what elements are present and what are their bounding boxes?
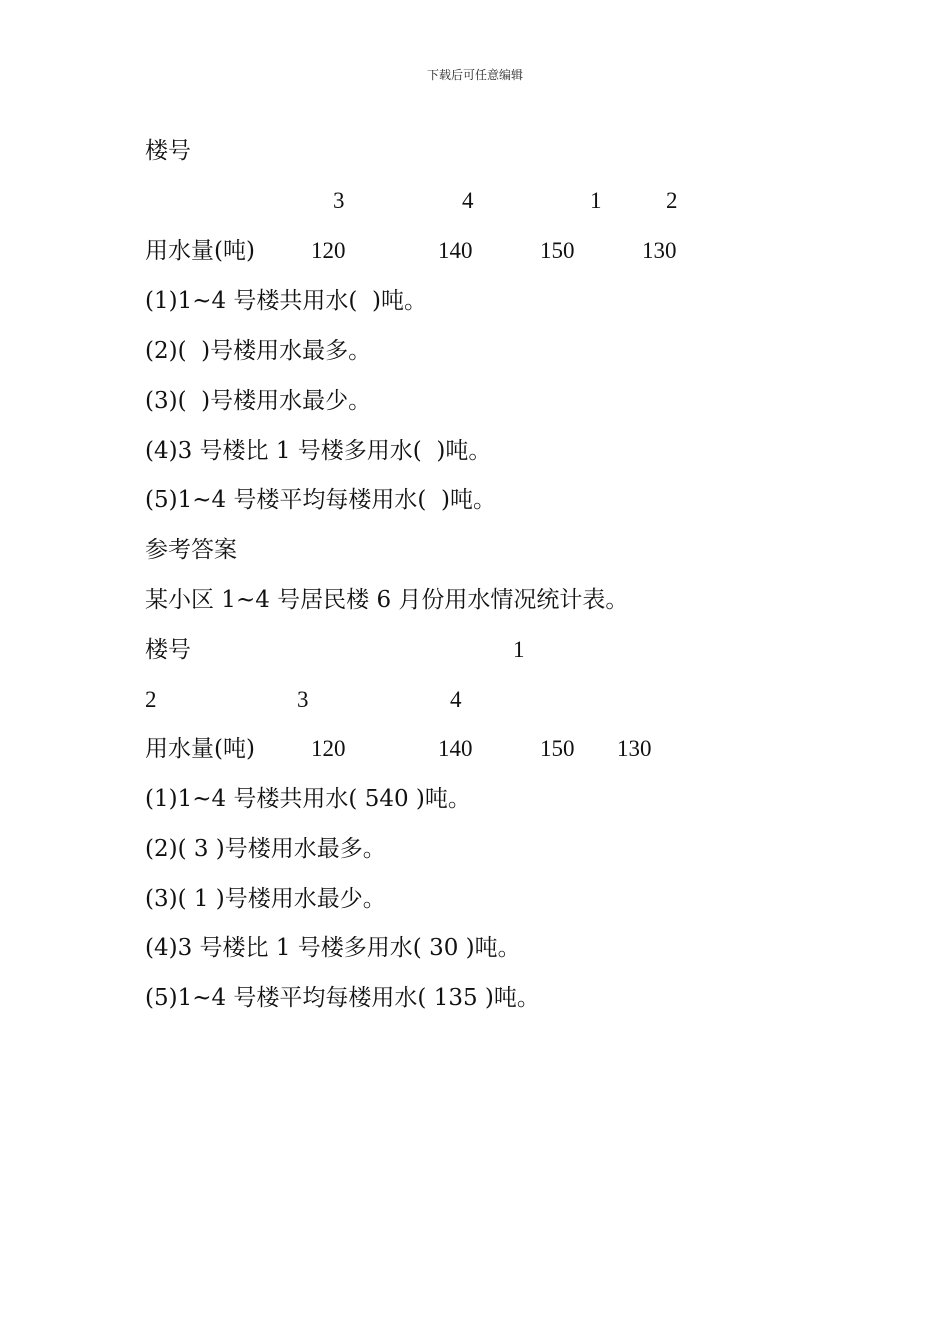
answer-4: (4)3 号楼比 1 号楼多用水( 30 )吨。 <box>145 935 521 961</box>
answer-3: (3)( 1 )号楼用水最少。 <box>145 886 386 912</box>
table2-louhao-label: 楼号 <box>145 637 191 663</box>
question-3: (3)( )号楼用水最少。 <box>145 388 372 414</box>
table1-usage-value: 150 <box>540 238 575 263</box>
question-2: (2)( )号楼用水最多。 <box>145 338 372 364</box>
table1-usage-label: 用水量(吨) <box>145 238 255 264</box>
answer-2: (2)( 3 )号楼用水最多。 <box>145 836 386 862</box>
table1-building-number: 2 <box>666 188 678 213</box>
table1-usage-value: 130 <box>642 238 677 263</box>
table2-usage-value: 150 <box>540 736 575 761</box>
table2-usage-label: 用水量(吨) <box>145 736 255 762</box>
page-header: 下载后可任意编辑 <box>426 68 523 82</box>
table2-usage-value: 120 <box>311 736 346 761</box>
table2-building-number: 3 <box>297 687 309 712</box>
table2-building-number: 2 <box>145 687 157 712</box>
table1-building-number: 1 <box>590 188 602 213</box>
table2-building-number: 1 <box>513 637 525 662</box>
table1-usage-value: 120 <box>311 238 346 263</box>
table1-usage-value: 140 <box>438 238 473 263</box>
table2-usage-value: 130 <box>617 736 652 761</box>
question-5: (5)1~4 号楼平均每楼用水( )吨。 <box>145 487 496 513</box>
answer-heading: 参考答案 <box>145 537 237 563</box>
answer-1: (1)1~4 号楼共用水( 540 )吨。 <box>145 786 471 812</box>
answer-table-title: 某小区 1~4 号居民楼 6 月份用水情况统计表。 <box>145 587 629 613</box>
table2-usage-value: 140 <box>438 736 473 761</box>
table1-louhao-label: 楼号 <box>145 138 191 164</box>
table2-building-number: 4 <box>450 687 462 712</box>
question-4: (4)3 号楼比 1 号楼多用水( )吨。 <box>145 438 492 464</box>
table1-building-number: 4 <box>462 188 474 213</box>
answer-5: (5)1~4 号楼平均每楼用水( 135 )吨。 <box>145 985 540 1011</box>
question-1: (1)1~4 号楼共用水( )吨。 <box>145 288 427 314</box>
table1-building-number: 3 <box>333 188 345 213</box>
